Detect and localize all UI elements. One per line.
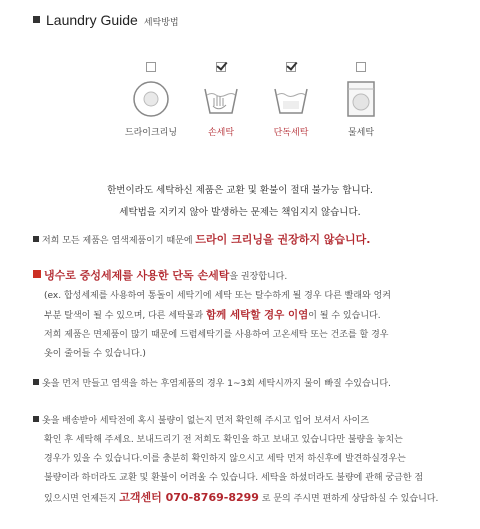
checkbox-machine-wash[interactable] — [356, 62, 366, 72]
section-line: 확인 후 세탁해 주세요. 보내드리기 전 저희도 확인을 하고 보내고 있습니다만 불량을 놓치는 — [44, 435, 403, 445]
wash-alone-icon — [271, 79, 311, 119]
section-line: 있으시면 언제든지 고객센터 070-8769-8299 로 문의 주시면 편하게 상담하실 수 있습니다. — [44, 491, 439, 504]
method-label: 손세탁 — [207, 128, 235, 138]
bullet-square-icon — [33, 236, 39, 242]
notice-line: 한번이라도 세탁하신 제품은 교환 및 환불이 절대 불가능 합니다. — [107, 185, 373, 196]
wash-method-list — [121, 62, 391, 138]
method-dry-clean — [121, 62, 181, 138]
method-label: 드라이크리닝 — [124, 128, 178, 138]
method-label: 물세탁 — [347, 128, 375, 138]
section-post-dye — [33, 375, 453, 394]
section-line: (ex. 합성세제를 사용하여 통돌이 세탁기에 세탁 또는 탈수하게 될 경우 다른 빨래와 엉켜 — [44, 291, 392, 301]
section-inspection — [33, 412, 453, 509]
hand-wash-icon — [201, 79, 241, 119]
customer-center-phone: 고객센터 070-8769-8299 — [119, 491, 259, 504]
section-text: 옷을 배송받아 세탁전에 혹시 불량이 없는지 먼저 확인해 주시고 입어 보셔서 사이즈 — [42, 416, 370, 426]
section-highlight: 함께 세탁할 경우 이염 — [206, 309, 309, 321]
method-wash-alone — [261, 62, 321, 138]
heading-title-en: Laundry Guide — [46, 12, 138, 28]
section-text: 저희 모든 제품은 염색제품이기 때문에 — [42, 236, 196, 246]
section-line: 옷이 줄어들 수 있습니다.) — [44, 349, 146, 359]
guide-heading — [33, 12, 179, 28]
bullet-square-icon — [33, 270, 41, 278]
bullet-square-icon — [33, 379, 39, 385]
heading-square-icon — [33, 16, 40, 23]
dry-clean-icon — [131, 79, 171, 119]
section-highlight: 드라이 크리닝을 권장하지 않습니다. — [195, 233, 371, 246]
bullet-square-icon — [33, 416, 39, 422]
method-machine-wash — [331, 62, 391, 138]
method-label: 단독세탁 — [273, 128, 309, 138]
section-line: 경우가 있을 수 있습니다.이를 충분히 확인하지 않으시고 세탁 먼저 하신후에 발견하실경우는 — [44, 454, 406, 464]
heading-title-ko: 세탁방법 — [143, 18, 179, 28]
checkbox-dry-clean[interactable] — [146, 62, 156, 72]
section-highlight: 냉수로 중성세제를 사용한 단독 손세탁 — [44, 269, 230, 282]
section-text: 을 권장합니다. — [229, 272, 288, 282]
section-line: 저희 제품은 면제품이 많기 때문에 드럼세탁기를 사용하여 고온세탁 또는 건조를 할 경우 — [44, 330, 389, 340]
machine-wash-icon — [341, 79, 381, 119]
exchange-notice — [0, 180, 480, 224]
notice-line: 세탁법을 지키지 않아 발생하는 문제는 책임지지 않습니다. — [119, 207, 361, 218]
section-dry-clean-warning — [33, 230, 453, 251]
section-line: 부분 탈색이 될 수 있으며, 다른 세탁물과 함께 세탁할 경우 이염이 될 수 있습니다. — [44, 309, 381, 321]
section-hand-wash — [33, 266, 453, 364]
section-line: 불량이라 하더라도 교환 및 환불이 어려울 수 있습니다. 세탁을 하셨더라도 불량에 관해 궁금한 점 — [44, 473, 424, 483]
method-hand-wash — [191, 62, 251, 138]
section-text: 옷을 먼저 만들고 염색을 하는 후염제품의 경우 1~3회 세탁시까지 물이 빠질 수있습니다. — [42, 379, 391, 389]
checkbox-wash-alone[interactable] — [286, 62, 296, 72]
checkbox-hand-wash[interactable] — [216, 62, 226, 72]
